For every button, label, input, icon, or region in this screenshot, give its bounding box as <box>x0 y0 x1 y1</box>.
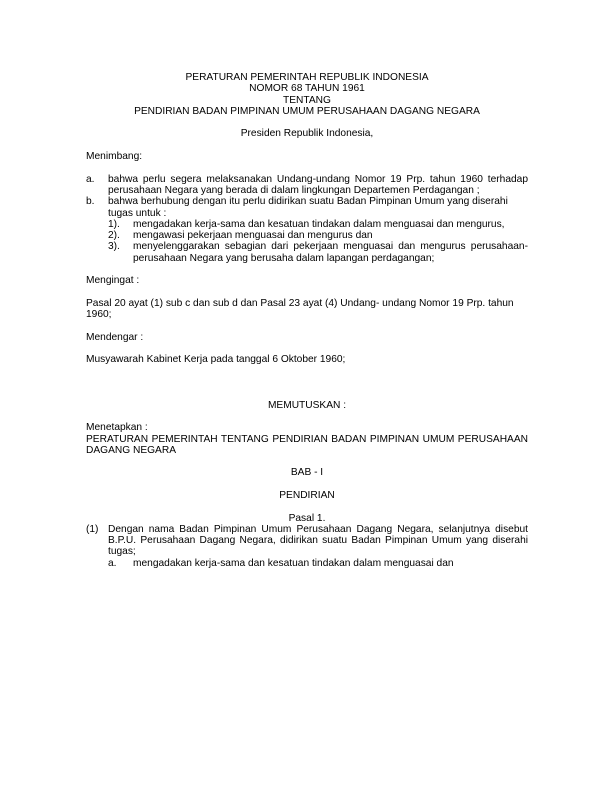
bab-number: BAB - I <box>290 467 324 479</box>
memutuskan-heading: MEMUTUSKAN : <box>267 399 347 411</box>
title-line-3: TENTANG <box>283 94 331 106</box>
pasal-1-heading: Pasal 1. <box>288 512 326 524</box>
item-label: (1) <box>86 523 99 535</box>
item-label: a. <box>86 173 95 185</box>
subitem-label: a. <box>108 557 117 569</box>
item-text: Dengan nama Badan Pimpinan Umum Perusahaan Dagang Negara, selanjutnya disebut B.P.U. Perusahaan Dagang Negara, didirikan suatu Badan Pimpinan Umum yang diserahi tugas; <box>108 523 528 558</box>
subitem-text: mengawasi pekerjaan menguasai dan mengurus dan <box>133 230 373 242</box>
menimbang-item-b <box>86 196 528 219</box>
subitem-3 <box>108 241 528 264</box>
title-line-2: NOMOR 68 TAHUN 1961 <box>249 83 365 95</box>
item-text: bahwa perlu segera melaksanakan Undang-undang Nomor 19 Prp. tahun 1960 terhadap perusahaan Negara yang berada di dalam lingkungan Departemen Perdagangan ; <box>108 173 528 196</box>
president-line: Presiden Republik Indonesia, <box>240 128 374 140</box>
subitem-label: 2). <box>108 230 120 242</box>
pasal-1-item-1 <box>86 524 528 558</box>
mengingat-text: Pasal 20 ayat (1) sub c dan sub d dan Pasal 23 ayat (4) Undang- undang Nomor 19 Prp. tahun 1960; <box>86 297 514 321</box>
title-line-4: PENDIRIAN BADAN PIMPINAN UMUM PERUSAHAAN DAGANG NEGARA <box>134 105 480 117</box>
subitem-2 <box>108 230 528 241</box>
bab-title: PENDIRIAN <box>279 489 335 501</box>
pasal-1-subitem-a <box>86 558 528 569</box>
document-page <box>86 72 528 569</box>
subitem-label: 1). <box>108 218 120 230</box>
mendengar-heading: Mendengar : <box>86 331 144 343</box>
item-text: bahwa berhubung dengan itu perlu didirikan suatu Badan Pimpinan Umum yang diserahi tugas untuk : <box>108 196 508 219</box>
item-label: b. <box>86 196 95 208</box>
subitem-label: 3). <box>108 241 120 253</box>
menetapkan-text: PERATURAN PEMERINTAH TENTANG PENDIRIAN BADAN PIMPINAN UMUM PERUSAHAAN DAGANG NEGARA <box>86 433 528 456</box>
mengingat-heading: Mengingat : <box>86 275 140 287</box>
menimbang-subitems <box>86 219 528 264</box>
subitem-text: menyelenggarakan sebagian dari pekerjaan menguasai dan mengurus perusahaan-perusahaan Negara yang berusaha dalam lapangan perdagangan; <box>133 241 528 264</box>
subitem-text: mengadakan kerja-sama dan kesatuan tindakan dalam menguasai dan <box>133 557 454 569</box>
menimbang-item-a <box>86 174 528 197</box>
menimbang-heading: Menimbang: <box>86 151 143 163</box>
subitem-text: mengadakan kerja-sama dan kesatuan tindakan dalam menguasai dan mengurus, <box>133 218 505 230</box>
menetapkan-label: Menetapkan : <box>86 422 148 434</box>
subitem-1 <box>108 219 528 230</box>
title-line-1: PERATURAN PEMERINTAH REPUBLIK INDONESIA <box>185 72 429 83</box>
mendengar-text: Musyawarah Kabinet Kerja pada tanggal 6 Oktober 1960; <box>86 354 346 366</box>
